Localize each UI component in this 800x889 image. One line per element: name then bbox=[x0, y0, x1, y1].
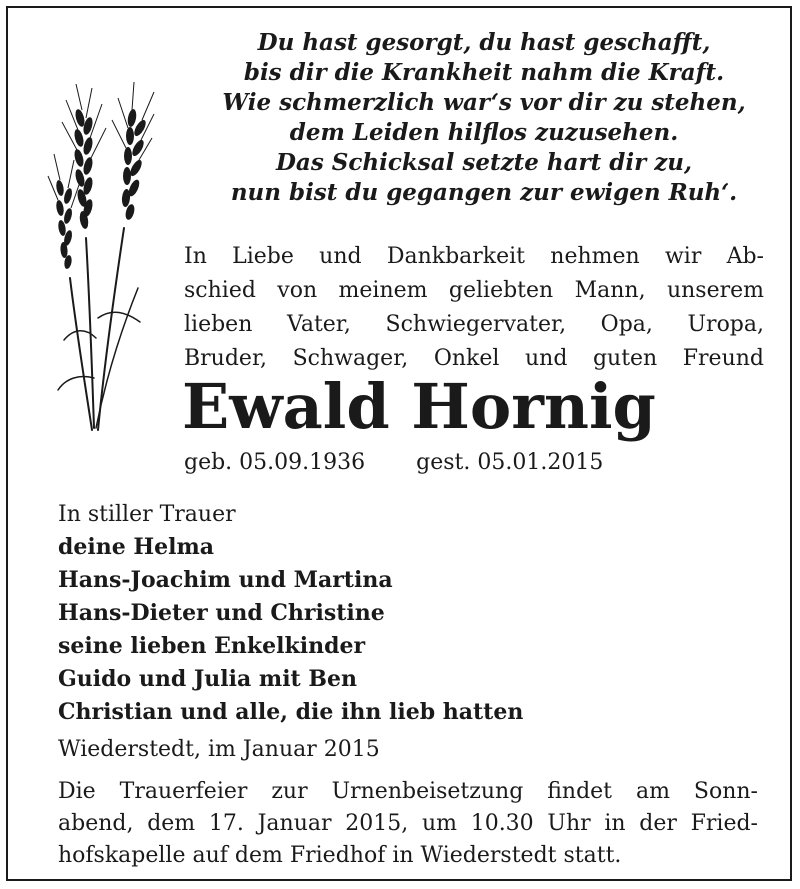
intro-line: schied von meinem geliebten Mann, unserem bbox=[184, 278, 764, 303]
intro-text bbox=[184, 240, 764, 376]
wheat-ears-icon bbox=[46, 78, 156, 438]
poem-line: dem Leiden hilflos zuzusehen. bbox=[289, 119, 679, 146]
poem bbox=[184, 28, 784, 208]
poem-line: Du hast gesorgt, du hast geschafft, bbox=[257, 29, 711, 56]
mourners-heading: In stiller Trauer bbox=[58, 502, 236, 527]
mourner-entry: seine lieben Enkelkinder bbox=[58, 633, 366, 659]
death-date: gest. 05.01.2015 bbox=[416, 450, 604, 475]
place-and-date: Wiederstedt, im Januar 2015 bbox=[58, 737, 380, 762]
deceased-name: Ewald Hornig bbox=[182, 370, 656, 443]
intro-line: Bruder, Schwager, Onkel und guten Freund bbox=[184, 346, 764, 371]
funeral-notice bbox=[58, 776, 758, 872]
life-dates bbox=[184, 448, 603, 478]
mourner-entry: Christian und alle, die ihn lieb hatten bbox=[58, 699, 524, 725]
intro-line: lieben Vater, Schwiegervater, Opa, Uropa, bbox=[184, 312, 764, 337]
funeral-line: abend, dem 17. Januar 2015, um 10.30 Uhr in der Fried- bbox=[58, 811, 758, 836]
intro-line: In Liebe und Dankbarkeit nehmen wir Ab- bbox=[184, 244, 764, 269]
funeral-line: Die Trauerfeier zur Urnenbeisetzung findet am Sonn- bbox=[58, 779, 758, 804]
poem-line: nun bist du gegangen zur ewigen Ruh‘. bbox=[230, 179, 738, 206]
funeral-line: hofskapelle auf dem Friedhof in Wiederstedt statt. bbox=[58, 843, 622, 868]
mourner-entry: Guido und Julia mit Ben bbox=[58, 666, 357, 692]
poem-line: Wie schmerzlich war‘s vor dir zu stehen, bbox=[222, 89, 746, 116]
poem-line: Das Schicksal setzte hart dir zu, bbox=[275, 149, 693, 176]
mourners-list bbox=[58, 498, 523, 729]
mourner-entry: Hans-Joachim und Martina bbox=[58, 567, 393, 593]
mourner-entry: Hans-Dieter und Christine bbox=[58, 600, 385, 626]
obituary-frame bbox=[6, 6, 792, 881]
birth-date: geb. 05.09.1936 bbox=[184, 450, 366, 475]
mourner-entry: deine Helma bbox=[58, 534, 215, 560]
poem-line: bis dir die Krankheit nahm die Kraft. bbox=[243, 59, 725, 86]
